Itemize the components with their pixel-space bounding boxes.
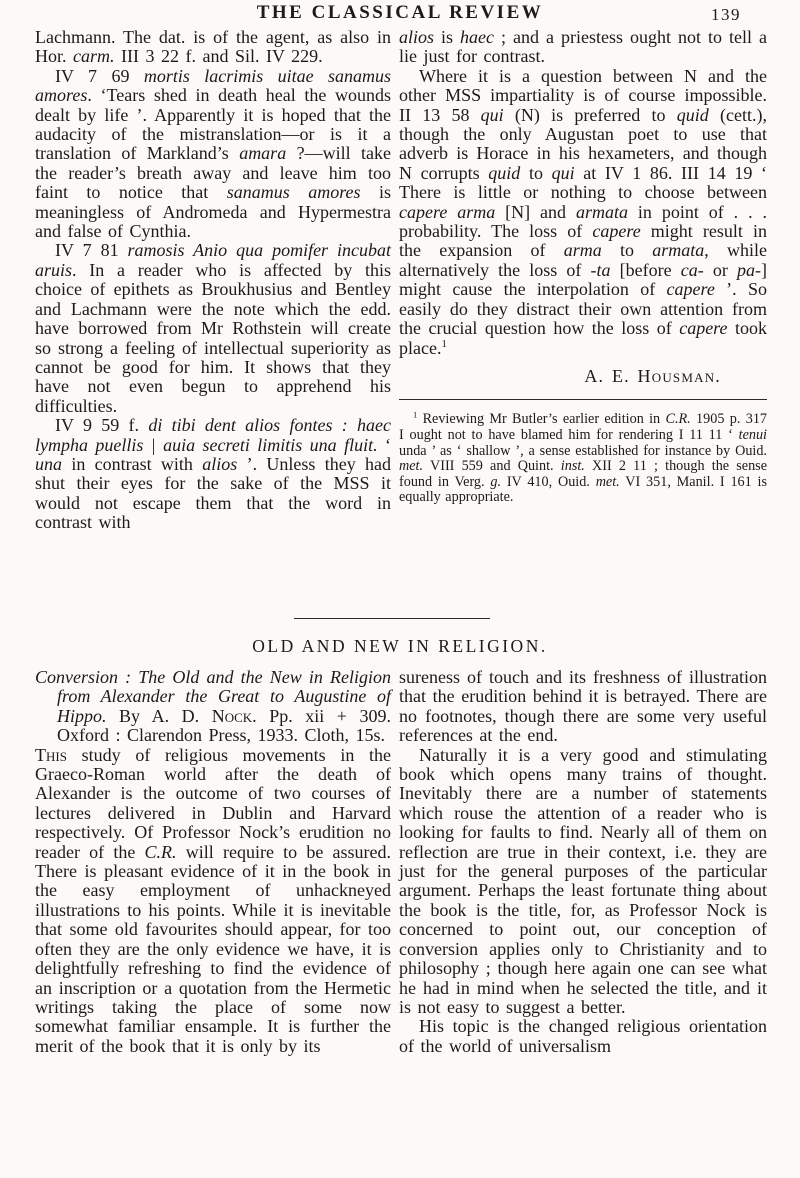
text-run: Reviewing Mr Butler’s earlier edition in xyxy=(417,411,666,428)
text-run: armata xyxy=(652,240,705,261)
text-run: at IV 1 86. III 14 19 ‘ There is little or nothing to choose between xyxy=(399,162,767,203)
text-run: g. xyxy=(490,473,502,490)
text-run: capere xyxy=(666,279,715,300)
paragraph xyxy=(399,1017,767,1056)
page-number: 139 xyxy=(711,5,741,24)
paragraph xyxy=(35,746,391,1057)
text-run: unda ’ as ‘ shallow ’, a sense established for instance by Ouid. xyxy=(399,442,767,459)
text-run: mortis lacrimis uitae sanamus amores xyxy=(35,65,391,106)
paragraph xyxy=(399,409,768,506)
text-run: alios xyxy=(202,453,238,474)
text-run: VIII 559 and Quint. xyxy=(423,458,561,475)
paragraph xyxy=(399,28,767,67)
paragraph xyxy=(399,367,767,386)
housman-left-column xyxy=(35,28,391,533)
text-run: took place. xyxy=(399,318,767,358)
text-run: This xyxy=(35,744,67,765)
author-signature xyxy=(399,367,767,386)
book-citation-and-text xyxy=(35,668,391,1056)
text-run: A. E. xyxy=(584,365,638,386)
text-run: ] might cause the interpolation of xyxy=(399,259,767,300)
text-run: VI 351, Manil. I 161 is equally appropriate. xyxy=(399,473,767,506)
footnote-rule xyxy=(399,399,767,400)
text-run: IV 7 69 xyxy=(55,65,144,86)
text-run: capere xyxy=(592,221,641,242)
text-run: haec xyxy=(460,27,495,47)
text-run: . Pp. xii + 309. Oxford : Clarendon Press, 1933. Cloth, 15s. xyxy=(57,705,391,746)
text-run: will require to be assured. There is pleasant evidence of it in the book in the easy employment of unhackneyed illustrations to his points. While it is inevitable that some old favourites should appear, for too often they are the only evidence we have, it is delightfully refreshing to find the evidence of an inscription or a quotation from the Hermetic writings taking the place of some now somewhat familiar ensample. It is further the merit of the book that it is only by its xyxy=(35,841,391,1056)
text-run: or xyxy=(703,259,737,280)
text-run: IV 7 81 xyxy=(55,240,128,261)
text-run: capere arma xyxy=(399,201,496,222)
text-run: 1 xyxy=(441,337,447,350)
text-run: qui xyxy=(480,104,504,125)
paragraph xyxy=(399,746,767,1018)
text-run: , while alternatively the loss of xyxy=(399,240,767,280)
text-run: di tibi dent alios fontes : haec lympha puellis | auia secreti limitis una fluit. xyxy=(35,415,391,455)
text-run: Nock xyxy=(211,705,253,726)
text-run: [before xyxy=(610,259,681,280)
housman-right-column xyxy=(399,28,767,506)
text-run: IV 9 59 f. xyxy=(55,415,149,436)
text-run: ramosis Anio qua pomifer incubat aruis xyxy=(35,240,392,280)
text-run: alios xyxy=(399,27,435,47)
text-run: carm. xyxy=(73,46,115,67)
housman-right-text xyxy=(399,28,767,358)
paragraph xyxy=(35,67,391,242)
text-run: is xyxy=(434,27,461,47)
text-run: to xyxy=(601,240,653,261)
article-heading: OLD AND NEW IN RELIGION. xyxy=(252,636,548,656)
journal-title: THE CLASSICAL REVIEW xyxy=(256,2,544,23)
text-run: quid xyxy=(676,104,709,125)
text-run: sureness of touch and its freshness of illustration that the erudition behind it is betrayed. There are no footnotes, though there are some very useful references at the end. xyxy=(399,667,767,746)
text-run: ’. Unless they had shut their eyes for the sake of the MSS it would not escape them that the word in contrast with xyxy=(35,453,391,533)
text-run: IV 410, Ouid. xyxy=(501,473,596,490)
text-run: C.R. xyxy=(144,841,177,862)
text-run: qui xyxy=(551,162,575,183)
article-left-column xyxy=(35,668,391,1056)
text-run: Conversion : The Old and the New in Religion from Alexander the Great to Augustine of Hippo. xyxy=(35,667,391,726)
text-run: tenui xyxy=(738,426,767,443)
text-run: -ta xyxy=(590,259,611,280)
text-run: armata xyxy=(575,201,628,222)
text-run: ‘ xyxy=(377,434,391,455)
footnote xyxy=(399,409,768,506)
text-run: might result in the expansion of xyxy=(399,221,767,261)
text-run: in point of . . . probability. The loss of xyxy=(399,201,767,242)
text-run: ’. So easily do they distract their own attention from the crucial question how the loss of xyxy=(399,279,768,339)
paragraph xyxy=(35,416,391,532)
text-run: [N] and xyxy=(495,201,576,222)
text-run: sanamus amores xyxy=(226,182,361,203)
text-run: met. xyxy=(399,458,424,475)
text-run: to xyxy=(520,162,552,183)
text-run: arma xyxy=(563,240,602,261)
text-run: (N) is preferred to xyxy=(503,104,677,125)
text-run: ; and a priestess ought not to tell a lie just for contrast. xyxy=(399,27,767,67)
text-run: Housman xyxy=(637,365,716,386)
paragraph xyxy=(35,28,391,67)
text-run: capere xyxy=(679,318,728,339)
text-run: is meaningless of Andromeda and Hypermestra and false of Cynthia. xyxy=(35,182,391,242)
text-run: . xyxy=(715,365,721,386)
text-run: . In a reader who is affected by this choice of epithets as Broukhusius and Bentley and Lachmann were the note which the edd. have borrowed from Mr Rothstein will create so strong a feeling of intellectual superiority as cannot be good for him. It shows that they have not even begun to apprehend his difficulties. xyxy=(35,259,391,416)
text-run: His topic is the changed religious orientation of the world of universalism xyxy=(399,1016,767,1056)
text-run: met. xyxy=(595,473,620,490)
text-run: Where it is a question between N and the other MSS impartiality is of course impossible. II 13 58 xyxy=(399,65,767,125)
paragraph xyxy=(35,668,391,746)
text-run: study of religious movements in the Graeco-Roman world after the death of Alexander is the outcome of two courses of lectures delivered in Dublin and Harvard respectively. Of Professor Nock’s erudition no reader of the xyxy=(35,744,391,862)
text-run: quid xyxy=(488,162,521,183)
text-run: Naturally it is a very good and stimulating book which opens many trains of thought. Inevitably there are a number of statements which rouse the attention of a reader who is looking for faults to find. Nearly all of them on reflection are true in their context, i.e. they are just for the general purposes of the particular argument. Perhaps the least fortunate thing about the book is the title, for, as Professor Nock is concerned to point out, our conception of conversion applies only to Christianity and to philosophy ; though here again one can see what he had in mind when he selected the title, and it is not easy to suggest a better. xyxy=(399,744,767,1017)
text-run: ?—will take the reader’s breath away and leave him too faint to notice that xyxy=(35,143,391,203)
text-run: Lachmann. The dat. is of the agent, as also in Hor. xyxy=(35,27,391,67)
text-run: inst. xyxy=(560,458,585,475)
text-run: in contrast with xyxy=(62,453,203,474)
paragraph xyxy=(399,668,767,746)
paragraph xyxy=(399,67,767,358)
text-run: ca- xyxy=(680,259,704,280)
text-run: amara xyxy=(239,143,287,164)
text-run: III 3 22 f. and Sil. IV 229. xyxy=(114,46,323,67)
article-right-column xyxy=(399,668,767,1056)
text-run: By A. D. xyxy=(106,705,212,726)
section-divider xyxy=(294,618,490,619)
text-run: 1 xyxy=(413,409,418,420)
text-run: pa- xyxy=(737,259,761,280)
text-run: una xyxy=(35,453,62,474)
paragraph xyxy=(35,241,391,416)
text-run: C.R. xyxy=(665,411,691,428)
text-run: . ‘Tears shed in death heal the wounds dealt by life ’. Apparently it is hoped that the audacity of the mistranslation—or is it a translation of Markland’s xyxy=(35,85,391,164)
text-run: 1905 p. 317 I ought not to have blamed him for rendering I 11 11 ‘ xyxy=(399,411,768,443)
text-run: (cett.), though the only Augustan poet to use that adverb is Horace in his hexameters, and though N corrupts xyxy=(399,104,767,183)
text-run: XII 2 11 ; though the sense found in Verg. xyxy=(399,458,767,490)
